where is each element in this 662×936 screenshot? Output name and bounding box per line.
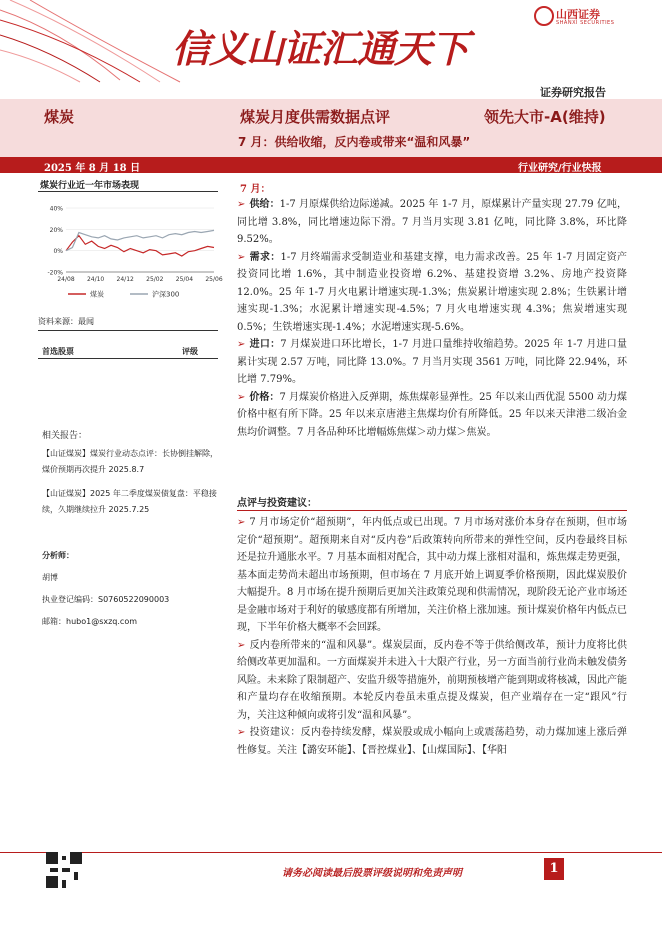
y-tick-label: 20%: [49, 226, 63, 234]
advice-paragraph-1: ➢ 7 月市场定价“超预期”，年内低点或已出现。7 月市场对涨价本身存在预期，但市场定价“超预期”。超预期来自对“反内卷”后政策转向所带来的弹性空间，反内卷最终目标还是拉升通胀水平。7 月基本面相对配合，其中动力煤上涨相对温和，炼焦煤走势更强，基本面走势尚未超出市场预期，但市场在 7 月底开始上调夏季价格预期，因此煤炭股价大幅提升。8 月市场在提升预期后更加关注政策兑现和供需情况，现阶段无论产业市场还是金融市场对于利好的敏感度都有所增加，关注价格上涨加速。预计煤炭价格年内低点已现，下半年价格大概率不会回踩。: [237, 517, 627, 633]
related-report-2[interactable]: 【山证煤炭】2025 年二季度煤炭债复盘：平稳接续，久期继续拉升 2025.7.25: [42, 489, 217, 514]
source-note: 资料来源：最闻: [38, 317, 94, 326]
divider: [38, 191, 218, 192]
investment-advice: [237, 514, 627, 759]
qr-code-icon: [46, 852, 82, 888]
y-tick-label: 0%: [53, 248, 63, 256]
paragraph-demand: ➢ 需求：1-7 月终端需求受制造业和基建支撑，电力需求改善。25 年 1-7 月固定资产投资同比增 1.6%，其中制造业投资增 6.2%、基建投资增 3.2%、房地产投资降 12.0%。25 年 1-7 月火电累计增速实现-1.3%；焦炭累计增速实现 2.8%；生铁累计增速实现-1.3%；水泥累计增速实现-4.5%；7 月火电增速实现 4.3%；焦炭增速实现 0.5%；生铁增速实现-1.4%；水泥增速实现-5.6%。: [237, 251, 627, 333]
data-review: [237, 196, 627, 441]
page-number: 1: [544, 858, 564, 880]
divider: [38, 358, 218, 359]
x-tick-label: 25/06: [205, 276, 223, 283]
divider: [38, 330, 218, 331]
legend-label: 煤炭: [90, 290, 104, 299]
y-tick-label: 40%: [49, 205, 63, 213]
logo-icon: [534, 6, 554, 26]
x-tick-label: 25/04: [175, 276, 194, 283]
disclaimer-note[interactable]: 请务必阅读最后股票评级说明和免责声明: [282, 868, 462, 879]
related-report-1[interactable]: 【山证煤炭】煤炭行业动态点评：长协倒挂解除，煤价预期再次提升 2025.8.7: [42, 449, 218, 474]
report-title: 煤炭月度供需数据点评: [240, 108, 391, 126]
industry-rating: 领先大市-A(维持): [484, 108, 606, 126]
paragraph-price: ➢ 价格：7 月煤炭价格进入反弹期，炼焦煤彰显弹性。25 年以来山西优混 5500 动力煤价格中枢有所下降。25 年以来京唐港主焦煤均价有所降低。25 年以来天津港二级冶金焦均价调整。7 月各品种环比增幅炼焦煤＞动力煤＞焦炭。: [237, 391, 627, 438]
divider: [237, 510, 627, 511]
legend-label: 沪深300: [152, 290, 180, 299]
stock-header: 首选股票: [42, 347, 74, 356]
slogan: 信义山证汇通天下: [172, 26, 469, 71]
report-type: 证券研究报告: [540, 86, 606, 99]
section-title: 点评与投资建议：: [237, 498, 317, 509]
analyst-email[interactable]: 邮箱：hubo1@sxzq.com: [42, 617, 138, 626]
decorative-swirl: [0, 0, 200, 82]
x-tick-label: 24/12: [116, 276, 134, 283]
x-tick-label: 25/02: [146, 276, 164, 283]
performance-chart: [38, 198, 223, 308]
report-category: 行业研究/行业快报: [518, 163, 602, 174]
related-title: 相关报告：: [42, 431, 88, 441]
footer-divider: [0, 852, 662, 853]
series-line-csi300: [66, 230, 214, 250]
logo-subtext: SHANXI SECURITIES: [556, 20, 615, 26]
advice-paragraph-2: ➢ 反内卷所带来的“温和风暴”。煤炭层面，反内卷不等于供给侧改革，预计力度将比供给侧改革更加温和。一方面煤炭并未进入十大限产行业，另一方面当前行业尚未触发债务风险。未来除了限制超产、安监升级等措施外，前期预核增产能到期或将核减，因此产能和产量均存在收缩预期。本轮反内卷虽未重点提及煤炭，但产业端存在一定“跟风”行为，关注这种倾向或将引发“温和风暴”。: [237, 639, 627, 721]
series-line-coal: [66, 236, 214, 256]
chart-title: 煤炭行业近一年市场表现: [40, 181, 140, 191]
logo-text: 山西证券: [556, 8, 600, 21]
report-subtitle: 7 月：供给收缩，反内卷或带来“温和风暴”: [238, 135, 471, 149]
industry-label: 煤炭: [44, 108, 75, 126]
x-tick-label: 24/10: [86, 276, 105, 283]
advice-paragraph-3: ➢ 投资建议：反内卷持续发酵，煤炭股或成小幅向上或震荡趋势，动力煤加速上涨后弹性修复。关注【潞安环能】、【晋控煤业】、【山煤国际】、【华阳: [237, 727, 627, 756]
paragraph-import: ➢ 进口：7 月煤炭进口环比增长，1-7 月进口量维持收缩趋势。2025 年 1-7 月进口量累计实现 2.57 万吨，同比降 13.0%。7 月当月实现 3561 万吨，同比降 22.94%，环比增 7.79%。: [237, 339, 627, 385]
stock-rating-header: 评级: [182, 347, 198, 356]
x-tick-label: 24/08: [57, 276, 75, 283]
analyst-name: 胡博: [42, 573, 58, 582]
month-label: 7 月：: [240, 184, 271, 195]
analyst-license: 执业登记编码：S0760522090003: [42, 595, 170, 604]
paragraph-supply: ➢ 供给：1-7 月原煤供给边际递减。2025 年 1-7 月，原煤累计产量实现 27.79 亿吨，同比增 3.8%，同比增速边际下滑。7 月当月实现 3.81 亿吨，同比降 3.8%，环比降 9.52%。: [237, 199, 628, 245]
report-date: 2025 年 8 月 18 日: [44, 163, 141, 174]
y-tick-label: -20%: [47, 269, 63, 277]
analyst-title: 分析师：: [42, 551, 74, 560]
